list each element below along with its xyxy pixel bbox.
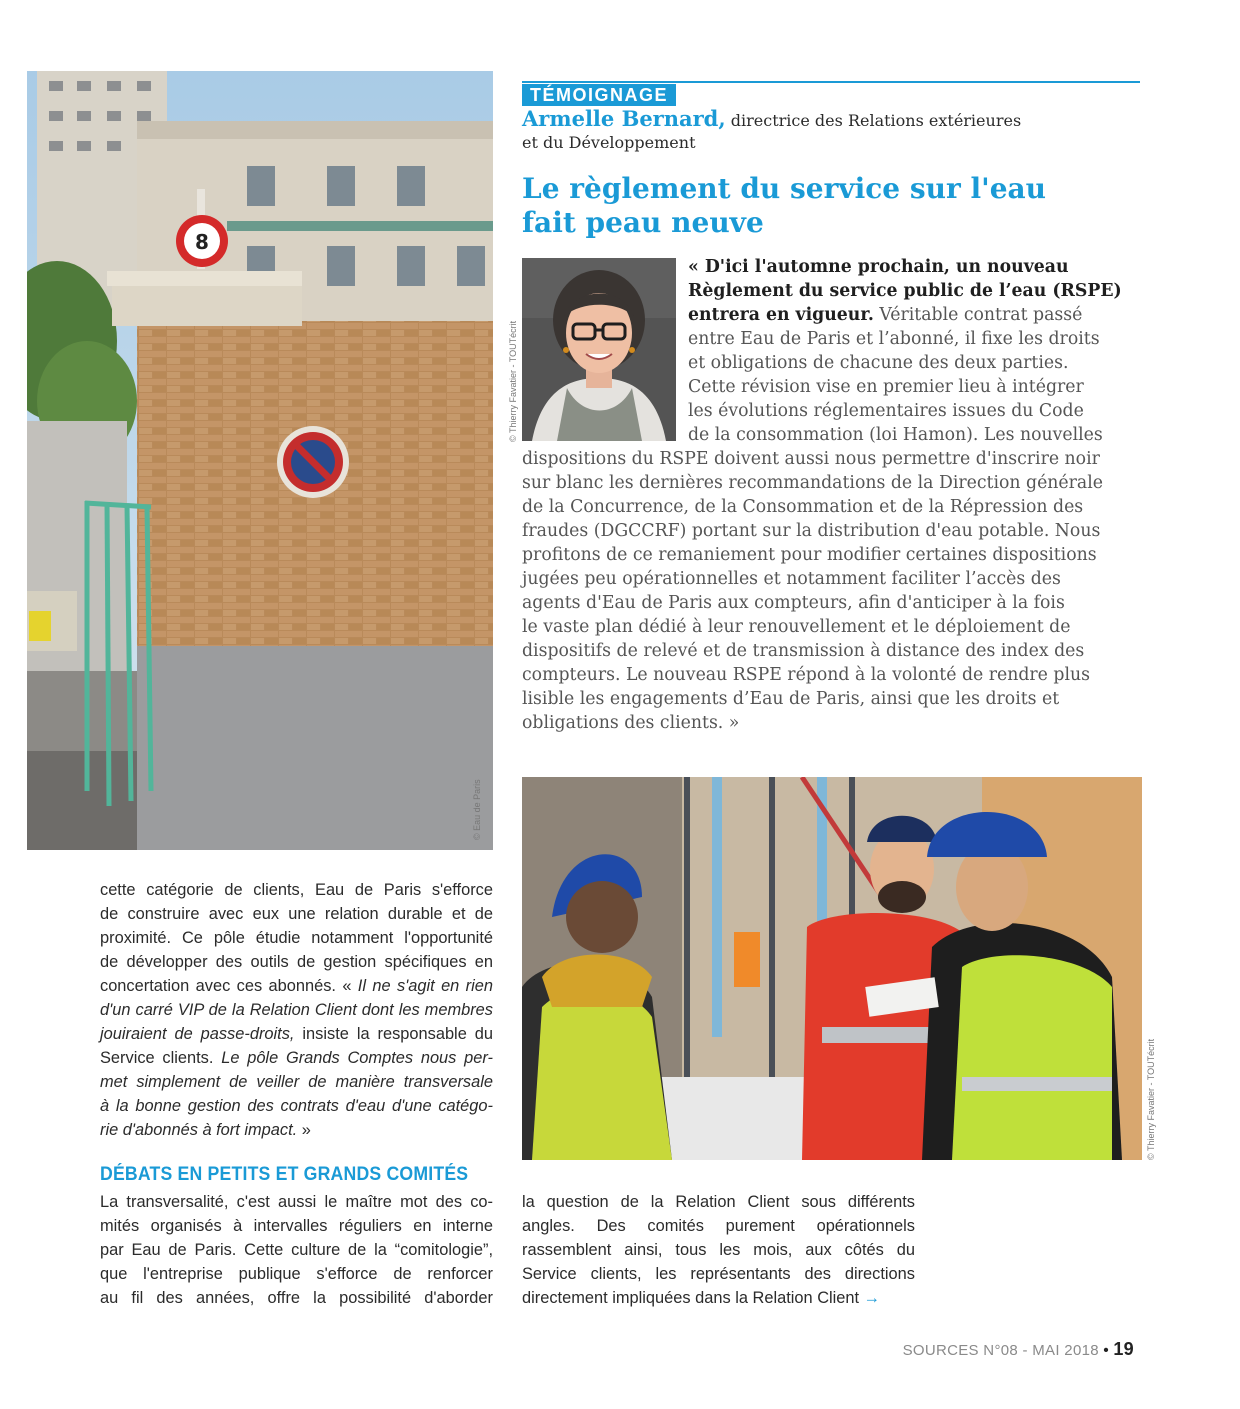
left-paragraph-line	[100, 902, 493, 926]
left-paragraph-line	[100, 1022, 493, 1046]
testimony-title	[522, 172, 1132, 240]
left-paragraph-line	[100, 1118, 311, 1142]
regular-text: la question de la Relation Client sous différents	[522, 1193, 915, 1211]
testimony-line	[688, 280, 1122, 304]
regular-text: rassemblent ainsi, tous les mois, aux côtés du	[522, 1241, 915, 1259]
right-paragraph-line	[522, 1190, 915, 1214]
title-line1: Le règlement du service sur l'eau	[522, 172, 1047, 205]
testimony-line: le vaste plan dédié à leur renouvellement et le déploiement de	[522, 617, 1071, 637]
italic-text: Il ne s'agit en rien	[357, 977, 493, 995]
left-paragraph-line	[100, 1214, 493, 1238]
italic-text: rie d'abonnés à fort impact.	[100, 1121, 298, 1139]
regular-text: par Eau de Paris. Cette culture de la “comitologie”,	[100, 1241, 493, 1259]
left-paragraph-line	[100, 974, 493, 998]
left-paragraph-line	[100, 1046, 493, 1070]
left-paragraph-line	[100, 950, 493, 974]
italic-text: à la bonne gestion des contrats d'eau d'une catégo-	[100, 1097, 493, 1115]
footer-bullet: •	[1103, 1342, 1109, 1359]
left-paragraph-line	[100, 1190, 493, 1214]
footer-separator: -	[1022, 1342, 1028, 1359]
regular-text: que l'entreprise publique s'efforce de renforcer	[100, 1265, 493, 1283]
left-paragraph-line	[100, 1070, 493, 1094]
testimony-line: agents d'Eau de Paris aux compteurs, afin d'anticiper à la fois	[522, 593, 1065, 613]
photo1-credit: © Eau de Paris	[472, 779, 482, 840]
bold-text: Règlement du service public de l’eau (RSPE)	[688, 281, 1122, 301]
left-paragraph-line	[100, 926, 493, 950]
left-paragraph-line	[100, 878, 493, 902]
svg-text:8: 8	[195, 230, 209, 254]
regular-text: »	[297, 1121, 311, 1139]
street-photo-illustration	[27, 71, 493, 850]
testimony-author	[522, 108, 1122, 154]
testimony-line: Cette révision vise en premier lieu à intégrer	[688, 377, 1084, 397]
regular-text: de développer des outils de gestion spécifiques en	[100, 953, 493, 971]
workers-photo-illustration	[522, 777, 1142, 1160]
regular-text: angles. Des comités purement opérationnels	[522, 1217, 915, 1235]
regular-text: de construire avec eux une relation durable et de	[100, 905, 493, 923]
testimony-line: profitons de ce remaniement pour modifier certaines dispositions	[522, 545, 1097, 565]
regular-text: cette catégorie de clients, Eau de Paris s'efforce	[100, 881, 493, 899]
left-paragraph-line	[100, 1262, 493, 1286]
testimony-line: les évolutions réglementaires issues du Code	[688, 401, 1084, 421]
author-name: Armelle Bernard,	[522, 106, 726, 131]
author-role-line2: et du Développement	[522, 133, 696, 152]
left-paragraph-line	[100, 1286, 493, 1310]
regular-text: concertation avec ces abonnés. «	[100, 977, 358, 995]
testimony-line	[688, 256, 1069, 280]
section-heading: DÉBATS EN PETITS ET GRANDS COMITÉS	[100, 1164, 469, 1185]
regular-text: insiste la responsable du	[294, 1025, 493, 1043]
italic-text: Le pôle Grands Comptes nous per-	[221, 1049, 493, 1067]
title-line2: fait peau neuve	[522, 206, 764, 239]
bold-text: « D'ici l'automne prochain, un nouveau	[688, 257, 1069, 277]
testimony-line: sur blanc les dernières recommandations de la Direction générale	[522, 473, 1103, 493]
testimony-line: dispositions du RSPE doivent aussi nous permettre d'inscrire noir	[522, 449, 1100, 469]
regular-text: au fil des années, offre la possibilité d'aborder	[100, 1289, 493, 1307]
continue-arrow-icon: →	[859, 1289, 881, 1307]
testimony-line: jugées peu opérationnelles et notamment faciliter l’accès des	[522, 569, 1061, 589]
regular-text: directement impliquées dans la Relation Client	[522, 1289, 860, 1307]
testimony-line: obligations des clients. »	[522, 713, 740, 733]
italic-text: d'un carré VIP de la Relation Client dont les membres	[100, 1001, 493, 1019]
testimony-line: et obligations de chacune des deux parties.	[688, 353, 1069, 373]
left-paragraph-line	[100, 1094, 493, 1118]
street-photo	[27, 71, 493, 850]
italic-text: jouiraient de passe-droits,	[100, 1025, 295, 1043]
photo2-credit: © Thierry Favatier - TOUTécrit	[1146, 1038, 1156, 1160]
portrait-illustration	[522, 258, 676, 441]
bold-text: entrera en vigueur.	[688, 305, 874, 325]
testimony-tag: TÉMOIGNAGE	[522, 84, 676, 106]
testimony-line: entre Eau de Paris et l’abonné, il fixe les droits	[688, 329, 1100, 349]
regular-text: Service clients, les représentants des directions	[522, 1265, 915, 1283]
testimony-line: dispositifs de relevé et de transmission à distance des index des	[522, 641, 1085, 661]
testimony-rule	[522, 81, 1140, 83]
italic-text: met simplement de veiller de manière transversale	[100, 1073, 493, 1091]
testimony-line: lisible les engagements d’Eau de Paris, ainsi que les droits et	[522, 689, 1060, 709]
footer-date: MAI 2018	[1032, 1342, 1099, 1359]
regular-text: Véritable contrat passé	[873, 305, 1083, 325]
testimony-line	[688, 304, 1082, 328]
testimony-line: de la Concurrence, de la Consommation et de la Répression des	[522, 497, 1084, 517]
footer-magazine: SOURCES N°08	[902, 1342, 1019, 1359]
regular-text: mités organisés à intervalles réguliers en interne	[100, 1217, 493, 1235]
portrait-photo	[522, 258, 676, 441]
author-role-line1: directrice des Relations extérieures	[730, 111, 1022, 130]
regular-text: Service clients.	[100, 1049, 222, 1067]
right-paragraph-line	[522, 1262, 915, 1286]
workers-photo	[522, 777, 1142, 1160]
regular-text: proximité. Ce pôle étudie notamment l'opportunité	[100, 929, 493, 947]
right-paragraph-line	[522, 1238, 915, 1262]
right-paragraph-line	[522, 1286, 880, 1310]
left-paragraph-line	[100, 998, 493, 1022]
testimony-line: de la consommation (loi Hamon). Les nouvelles	[688, 425, 1103, 445]
page-footer	[903, 1339, 1134, 1360]
left-paragraph-line	[100, 1238, 493, 1262]
portrait-credit: © Thierry Favatier - TOUTécrit	[508, 320, 518, 442]
page-number: 19	[1113, 1339, 1134, 1359]
regular-text: La transversalité, c'est aussi le maître mot des co-	[100, 1193, 493, 1211]
testimony-line: fraudes (DGCCRF) portant sur la distribution d'eau potable. Nous	[522, 521, 1101, 541]
right-paragraph-line	[522, 1214, 915, 1238]
testimony-line: compteurs. Le nouveau RSPE répond à la volonté de rendre plus	[522, 665, 1090, 685]
